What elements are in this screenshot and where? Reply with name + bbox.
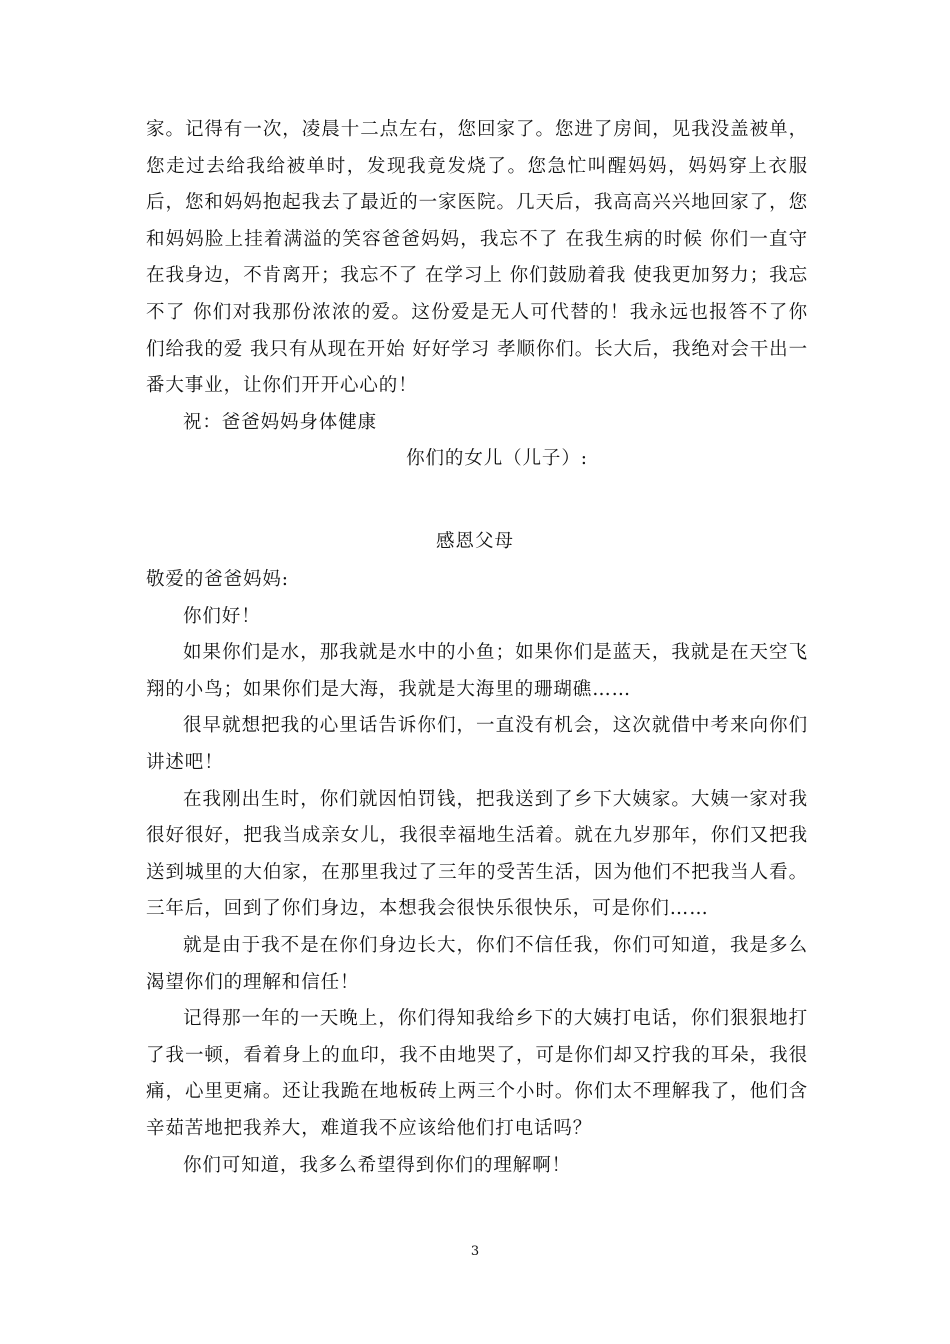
letter-two-paragraph: 很早就想把我的心里话告诉你们，一直没有机会，这次就借中考来向你们讲述吧！ xyxy=(146,715,808,773)
page-number: 3 xyxy=(470,1244,480,1259)
letter-two-paragraph: 就是由于我不是在你们身边长大，你们不信任我，你们可知道，我是多么渴望你们的理解和信任！ xyxy=(146,934,808,993)
letter-two-paragraph: 记得那一年的一天晚上，你们得知我给乡下的大姨打电话，你们狠狠地打了我一顿，看着身上的血印，我不由地哭了，可是你们却又拧我的耳朵，我很痛，心里更痛。还让我跪在地板砖上两三个小时。你们太不理解我了，他们含辛茹苦地把我养大，难道我不应该给他们打电话吗？ xyxy=(146,1008,808,1139)
letter-two-greeting: 你们好！ xyxy=(183,605,261,627)
letter-two xyxy=(146,562,808,1184)
letter-one xyxy=(146,112,808,478)
letter-one-body: 家。记得有一次，凌晨十二点左右，您回家了。您进了房间，见我没盖被单，您走过去给我给被单时，发现我竟发烧了。您急忙叫醒妈妈，妈妈穿上衣服后，您和妈妈抱起我去了最近的一家医院。几天后，我高高兴兴地回家了，您和妈妈脸上挂着满溢的笑容爸爸妈妈，我忘不了 在我生病的时候 你们一直守在我身边，不肯离开；我忘不了 在学习上 你们鼓励着我 使我更加努力；我忘不了 你们对我那份浓浓的爱。这份爱是无人可代替的！我永远也报答不了你们给我的爱 我只有从现在开始 好好学习 孝顺你们。长大后，我绝对会干出一番大事业，让你们开开心心的！ xyxy=(146,119,808,397)
letter-two-paragraph: 在我刚出生时，你们就因怕罚钱，把我送到了乡下大姨家。大姨一家对我很好很好，把我当成亲女儿，我很幸福地生活着。就在九岁那年，你们又把我送到城里的大伯家，在那里我过了三年的受苦生活，因为他们不把我当人看。三年后，回到了你们身边，本想我会很快乐很快乐，可是你们…… xyxy=(146,788,808,920)
letter-two-salutation: 敬爱的爸爸妈妈: xyxy=(146,569,289,590)
letter-one-closing: 祝：爸爸妈妈身体健康 xyxy=(183,411,378,433)
letter-two-title: 感恩父母 xyxy=(435,531,514,552)
letter-two-paragraph: 如果你们是水，那我就是水中的小鱼；如果你们是蓝天，我就是在天空飞翔的小鸟；如果你们是大海，我就是大海里的珊瑚礁…… xyxy=(146,642,808,700)
letter-two-paragraph: 你们可知道，我多么希望得到你们的理解啊！ xyxy=(183,1154,572,1176)
letter-one-signature: 你们的女儿（儿子）: xyxy=(406,448,588,470)
